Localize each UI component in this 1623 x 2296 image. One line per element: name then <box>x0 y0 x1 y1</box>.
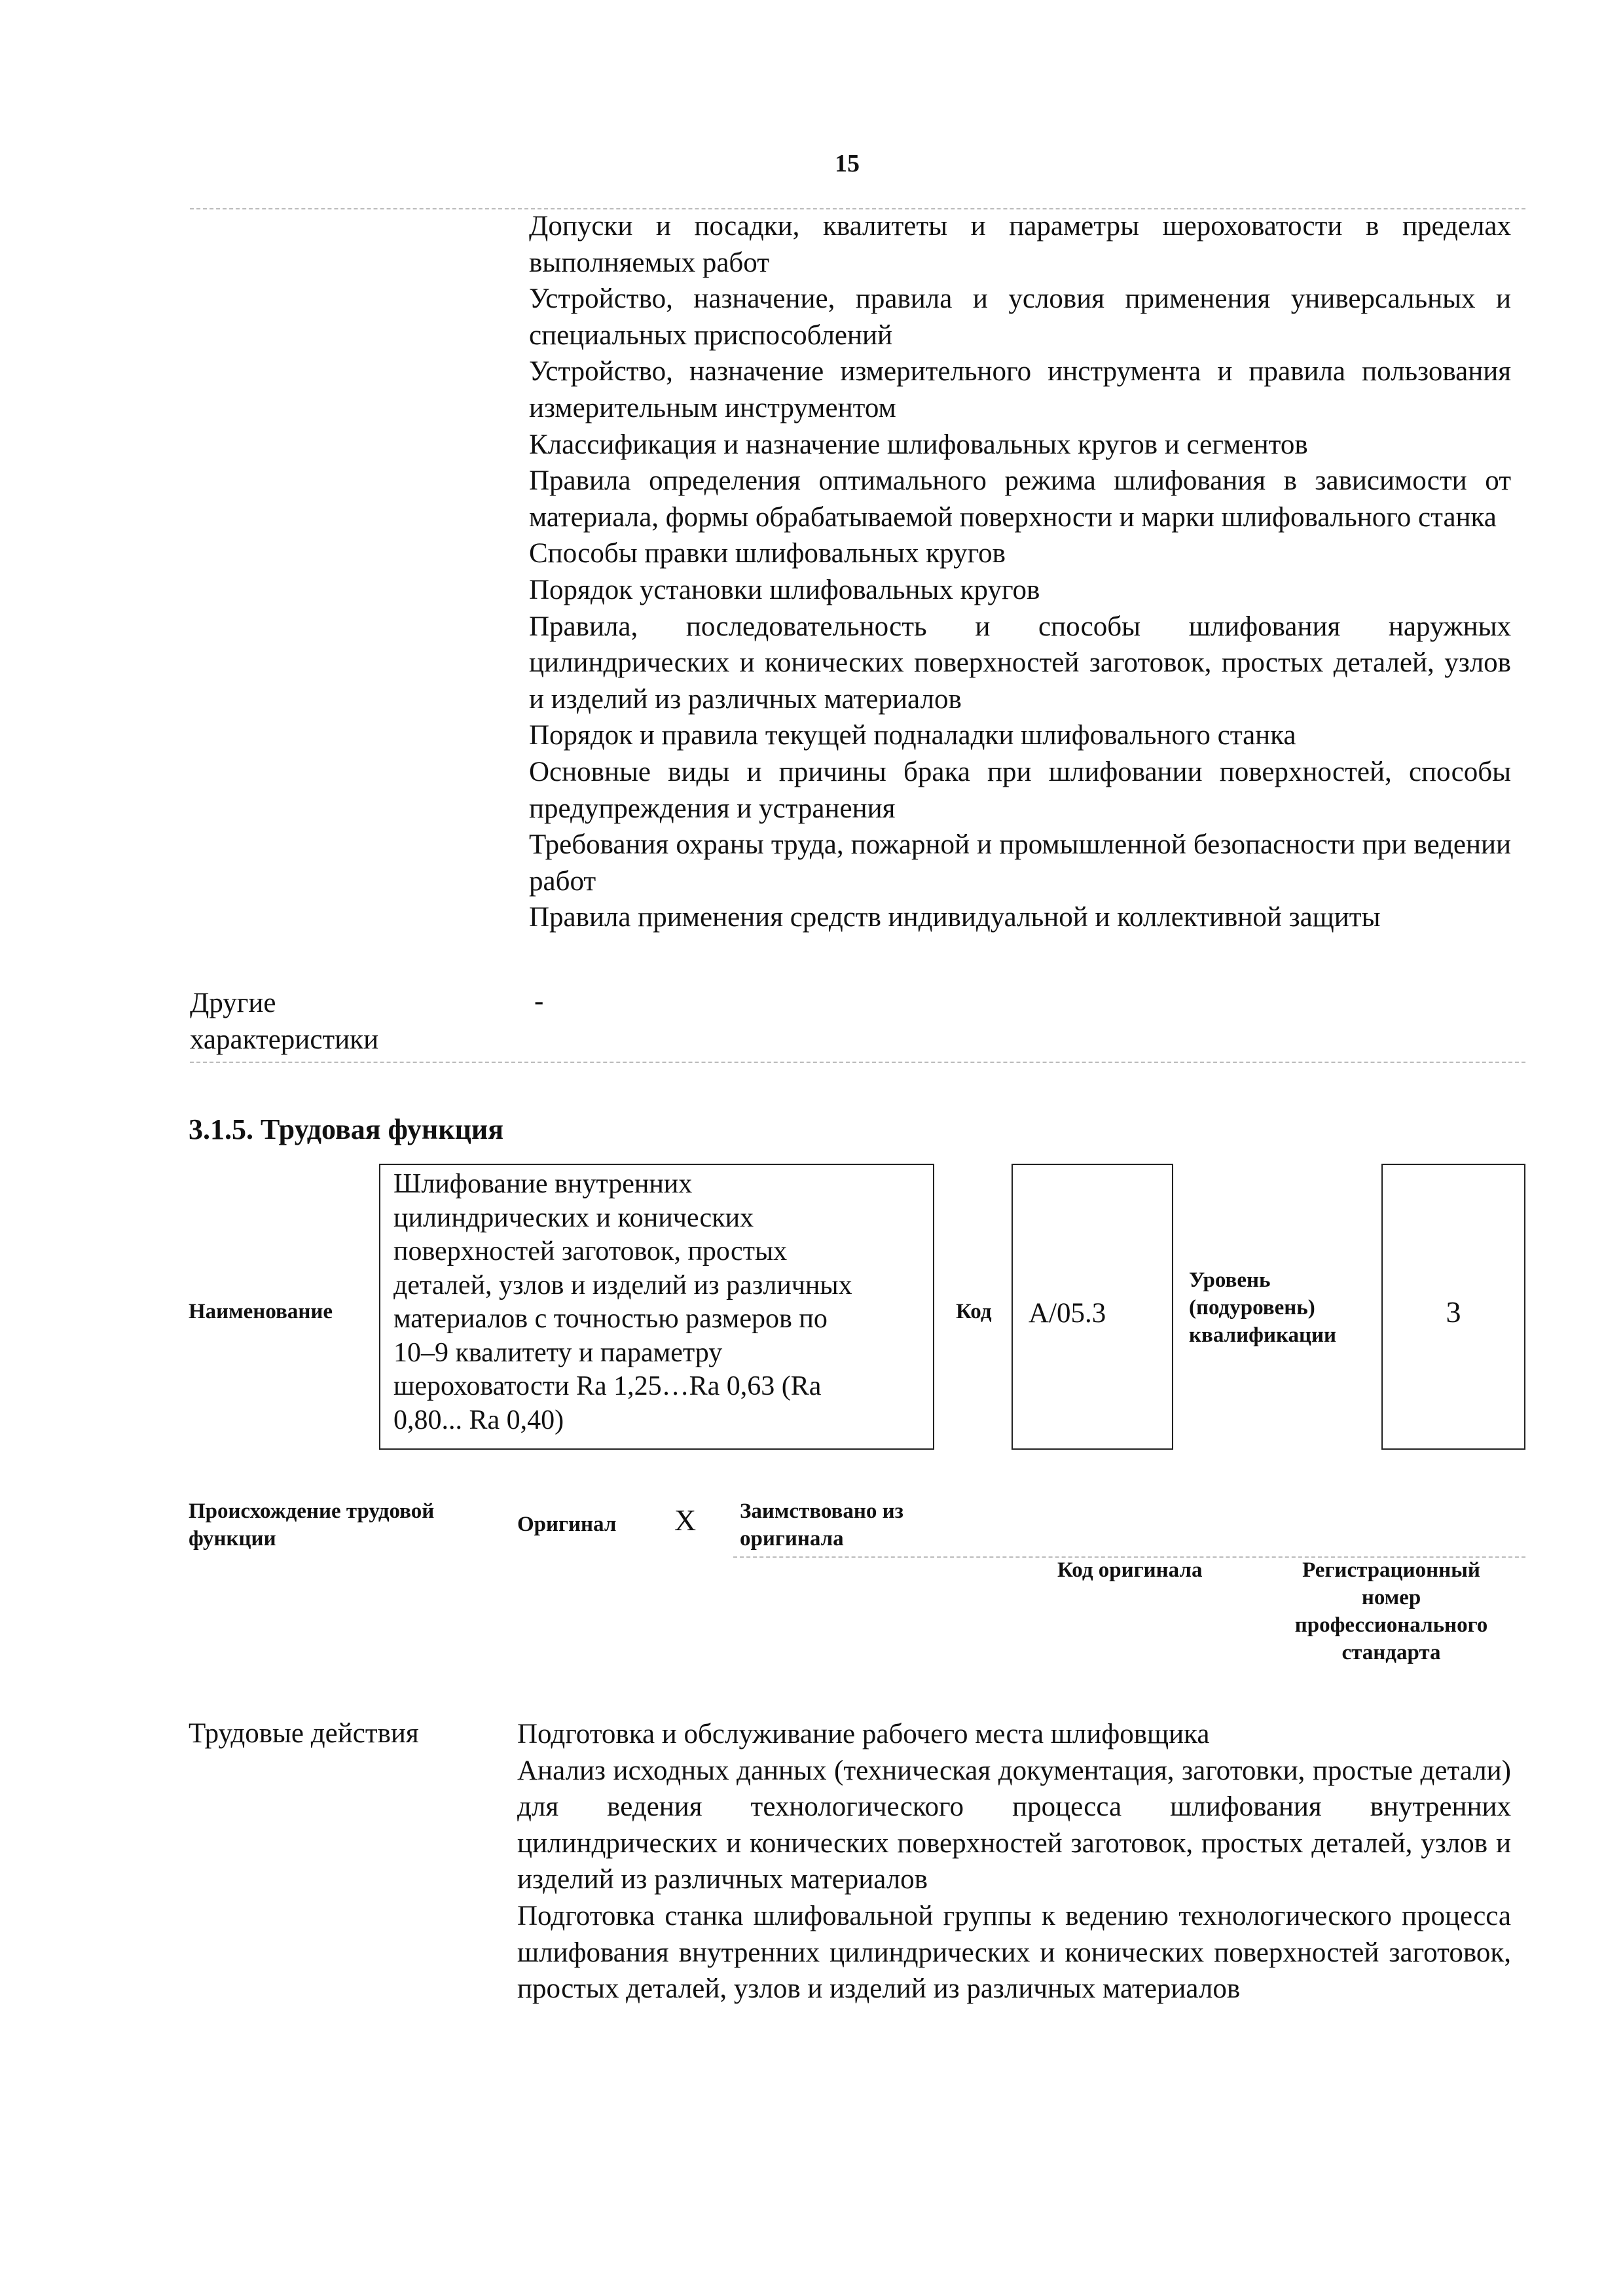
qualification-level-label: Уровень (подуровень) квалификации <box>1189 1268 1337 1347</box>
knowledge-item: Способы правки шлифовальных кругов <box>529 538 1006 569</box>
labor-actions-label: Трудовые действия <box>189 1718 419 1749</box>
code-value: A/05.3 <box>1029 1298 1106 1329</box>
original-label: Оригинал <box>517 1513 617 1536</box>
registration-number-label: Регистрационный номер профессионального стандарта <box>1294 1558 1488 1664</box>
knowledge-item: Устройство, назначение, правила и условия применения универсальных и специальных приспособлений <box>529 283 1511 351</box>
knowledge-item: Порядок и правила текущей подналадки шлифовального станка <box>529 720 1296 751</box>
knowledge-item: Порядок установки шлифовальных кругов <box>529 574 1040 605</box>
knowledge-item: Допуски и посадки, квалитеты и параметры шероховатости в пределах выполняемых работ <box>529 211 1511 278</box>
required-knowledge-list <box>529 208 1511 936</box>
function-name-box <box>379 1164 934 1450</box>
origin-label: Происхождение трудовой функции <box>189 1499 435 1551</box>
knowledge-item: Основные виды и причины брака при шлифовании поверхностей, способы предупреждения и устранения <box>529 756 1511 824</box>
knowledge-item: Правила определения оптимального режима шлифования в зависимости от материала, формы обрабатываемой поверхности и марки шлифовального станка <box>529 465 1511 533</box>
action-item: Анализ исходных данных (техническая документация, заготовки, простые детали) для ведения технологического процесса шлифования внутренних цилиндрических и конических поверхностей заготовок, простых деталей, узлов и изделий из различных материалов <box>517 1755 1511 1895</box>
action-item: Подготовка и обслуживание рабочего места шлифовщика <box>517 1719 1210 1749</box>
borrowed-label: Заимствовано из оригинала <box>740 1499 903 1551</box>
name-label: Наименование <box>189 1300 333 1323</box>
knowledge-item: Классификация и назначение шлифовальных кругов и сегментов <box>529 429 1308 460</box>
knowledge-item: Правила, последовательность и способы шлифования наружных цилиндрических и конических поверхностей заготовок, простых деталей, узлов и изделий из различных материалов <box>529 611 1511 715</box>
section-title: 3.1.5. Трудовая функция <box>189 1113 504 1145</box>
labor-actions-list <box>517 1716 1511 2007</box>
code-original-label: Код оригинала <box>1057 1558 1203 1582</box>
knowledge-item: Требования охраны труда, пожарной и промышленной безопасности при ведении работ <box>529 829 1511 897</box>
other-characteristics-value: - <box>534 986 544 1016</box>
qualification-level-value: 3 <box>1446 1295 1461 1329</box>
page-number: 15 <box>835 150 860 177</box>
knowledge-item: Устройство, назначение измерительного инструмента и правила пользования измерительным инструментом <box>529 356 1511 423</box>
original-mark: X <box>674 1503 697 1537</box>
code-box <box>1012 1164 1173 1450</box>
divider <box>190 1062 1525 1063</box>
code-label: Код <box>956 1300 992 1323</box>
action-item: Подготовка станка шлифовальной группы к ведению технологического процесса шлифования внутренних цилиндрических и конических поверхностей заготовок, простых деталей, узлов и изделий из различных материалов <box>517 1900 1511 2005</box>
other-characteristics-label: Другие характеристики <box>190 988 379 1055</box>
qualification-level-box <box>1381 1164 1525 1450</box>
knowledge-item: Правила применения средств индивидуальной и коллективной защиты <box>529 902 1381 933</box>
function-name-text: Шлифование внутренних цилиндрических и конических поверхностей заготовок, простых деталей, узлов и изделий из различных материалов с точностью размеров по 10–9 квалитету и параметру шероховатости Ra 1,25…Ra 0,63 (Ra 0,80... Ra 0,40) <box>393 1169 852 1435</box>
